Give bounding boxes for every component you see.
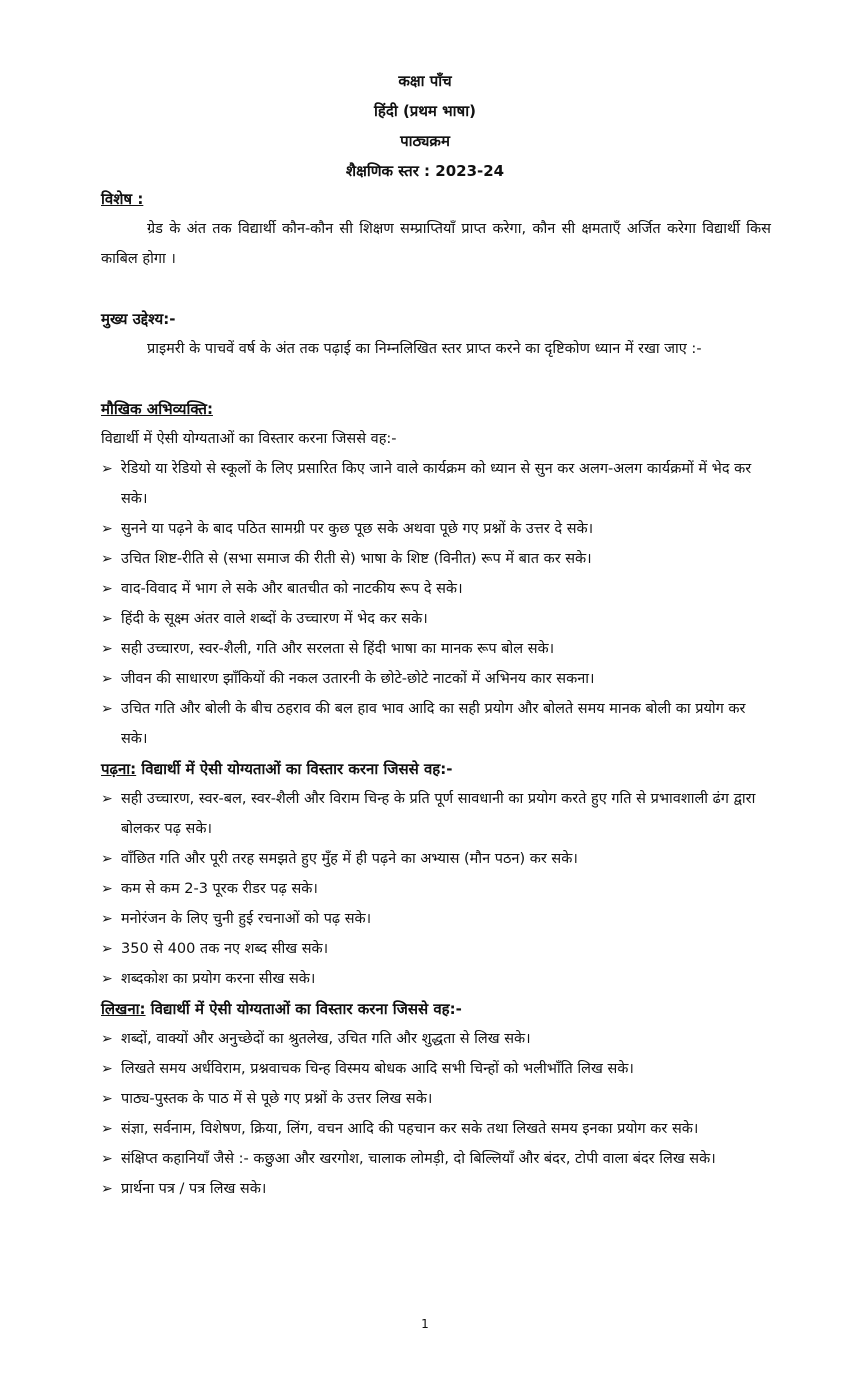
list-item: ➢ वाद-विवाद में भाग ले सके और बातचीत को नाटकीय रूप दे सके। xyxy=(101,574,771,604)
arrow-bullet-icon: ➢ xyxy=(101,641,113,657)
arrow-bullet-icon: ➢ xyxy=(101,461,113,477)
spacer xyxy=(101,274,771,304)
arrow-bullet-icon: ➢ xyxy=(101,971,113,987)
arrow-bullet-icon: ➢ xyxy=(101,941,113,957)
list-item: ➢ कम से कम 2-3 पूरक रीडर पढ़ सके। xyxy=(101,874,771,904)
arrow-bullet-icon: ➢ xyxy=(101,551,113,567)
writing-heading-line xyxy=(101,994,771,1024)
list-item: ➢ उचित शिष्ट-रीति से (सभा समाज की रीती से) भाषा के शिष्ट (विनीत) रूप में बात कर सके। xyxy=(101,544,771,574)
writing-list xyxy=(101,1024,771,1204)
reading-heading: पढ़ना: xyxy=(101,760,137,778)
list-item: ➢ प्रार्थना पत्र / पत्र लिख सके। xyxy=(101,1174,771,1204)
special-text: ग्रेड के अंत तक विद्यार्थी कौन-कौन सी शिक्षण सम्प्राप्तियाँ प्राप्त करेगा, कौन सी क्षमताएँ अर्जित करेगा विद्यार्थी किस काबिल होगा । xyxy=(101,221,771,267)
arrow-bullet-icon: ➢ xyxy=(101,851,113,867)
list-item: ➢ रेडियो या रेडियो से स्कूलों के लिए प्रसारित किए जाने वाले कार्यक्रम को ध्यान से सुन कर अलग-अलग कार्यक्रमों में भेद कर सके। xyxy=(101,454,771,514)
oral-intro: विद्यार्थी में ऐसी योग्यताओं का विस्तार करना जिससे वह:- xyxy=(101,431,397,447)
list-item: ➢ सही उच्चारण, स्वर-शैली, गति और सरलता से हिंदी भाषा का मानक रूप बोल सके। xyxy=(101,634,771,664)
oral-heading: मौखिक अभिव्यक्ति: xyxy=(101,400,213,418)
reading-intro: विद्यार्थी में ऐसी योग्यताओं का विस्तार करना जिससे वह:- xyxy=(136,760,453,778)
list-item: ➢ शब्दों, वाक्यों और अनुच्छेदों का श्रुतलेख, उचित गति और शुद्धता से लिख सके। xyxy=(101,1024,771,1054)
spacer xyxy=(101,364,771,394)
oral-list xyxy=(101,454,771,754)
list-item: ➢ शब्दकोश का प्रयोग करना सीख सके। xyxy=(101,964,771,994)
list-item: ➢ सुनने या पढ़ने के बाद पठित सामग्री पर कुछ पूछ सके अथवा पूछे गए प्रश्नों के उत्तर दे सके। xyxy=(101,514,771,544)
list-item: ➢ संक्षिप्त कहानियाँ जैसे :- कछुआ और खरगोश, चालाक लोमड़ी, दो बिल्लियाँ और बंदर, टोपी वाला बंदर लिख सके। xyxy=(101,1144,771,1174)
arrow-bullet-icon: ➢ xyxy=(101,671,113,687)
arrow-bullet-icon: ➢ xyxy=(101,1121,113,1137)
list-item: ➢ वाँछित गति और पूरी तरह समझते हुए मुँह में ही पढ़ने का अभ्यास (मौन पठन) कर सके। xyxy=(101,844,771,874)
subject-title: हिंदी (प्रथम भाषा) xyxy=(374,102,476,120)
list-item: ➢ हिंदी के सूक्ष्म अंतर वाले शब्दों के उच्चारण में भेद कर सके। xyxy=(101,604,771,634)
list-item: ➢ सही उच्चारण, स्वर-बल, स्वर-शैली और विराम चिन्ह के प्रति पूर्ण सावधानी का प्रयोग करते हुए गति से प्रभावशाली ढंग द्वारा बोलकर पढ़ सके। xyxy=(101,784,771,844)
arrow-bullet-icon: ➢ xyxy=(101,881,113,897)
title-block xyxy=(0,66,850,186)
list-item: ➢ लिखते समय अर्धविराम, प्रश्नवाचक चिन्ह विस्मय बोधक आदि सभी चिन्हों को भलीभाँति लिख सके। xyxy=(101,1054,771,1084)
session-title: शैक्षणिक स्तर : 2023-24 xyxy=(345,162,505,180)
list-item: ➢ जीवन की साधारण झाँकियों की नकल उतारनी के छोटे-छोटे नाटकों में अभिनय कार सकना। xyxy=(101,664,771,694)
list-item: ➢ 350 से 400 तक नए शब्द सीख सके। xyxy=(101,934,771,964)
list-item: ➢ पाठ्य-पुस्तक के पाठ में से पूछे गए प्रश्नों के उत्तर लिख सके। xyxy=(101,1084,771,1114)
page-number: 1 xyxy=(421,1317,429,1331)
objectives-text: प्राइमरी के पाचवें वर्ष के अंत तक पढ़ाई का निम्नलिखित स्तर प्राप्त करने का दृष्टिकोण ध्यान में रखा जाए :- xyxy=(147,341,702,357)
arrow-bullet-icon: ➢ xyxy=(101,1181,113,1197)
class-title: कक्षा पाँच xyxy=(398,72,452,90)
arrow-bullet-icon: ➢ xyxy=(101,911,113,927)
document-body xyxy=(101,184,771,1204)
arrow-bullet-icon: ➢ xyxy=(101,1091,113,1107)
arrow-bullet-icon: ➢ xyxy=(101,611,113,627)
reading-list xyxy=(101,784,771,994)
arrow-bullet-icon: ➢ xyxy=(101,521,113,537)
arrow-bullet-icon: ➢ xyxy=(101,701,113,717)
objectives-heading: मुख्य उद्देश्य:- xyxy=(101,310,176,328)
writing-intro: विद्यार्थी में ऐसी योग्यताओं का विस्तार करना जिससे वह:- xyxy=(145,1000,462,1018)
list-item: ➢ संज्ञा, सर्वनाम, विशेषण, क्रिया, लिंग, वचन आदि की पहचान कर सके तथा लिखते समय इनका प्रयोग कर सके। xyxy=(101,1114,771,1144)
reading-heading-line xyxy=(101,754,771,784)
list-item: ➢ उचित गति और बोली के बीच ठहराव की बल हाव भाव आदि का सही प्रयोग और बोलते समय मानक बोली का प्रयोग कर सके। xyxy=(101,694,771,754)
arrow-bullet-icon: ➢ xyxy=(101,581,113,597)
arrow-bullet-icon: ➢ xyxy=(101,1151,113,1167)
special-heading: विशेष : xyxy=(101,190,144,208)
list-item: ➢ मनोरंजन के लिए चुनी हुई रचनाओं को पढ़ सके। xyxy=(101,904,771,934)
arrow-bullet-icon: ➢ xyxy=(101,791,113,807)
arrow-bullet-icon: ➢ xyxy=(101,1061,113,1077)
syllabus-title: पाठ्यक्रम xyxy=(400,132,450,150)
writing-heading: लिखना: xyxy=(101,1000,146,1018)
arrow-bullet-icon: ➢ xyxy=(101,1031,113,1047)
